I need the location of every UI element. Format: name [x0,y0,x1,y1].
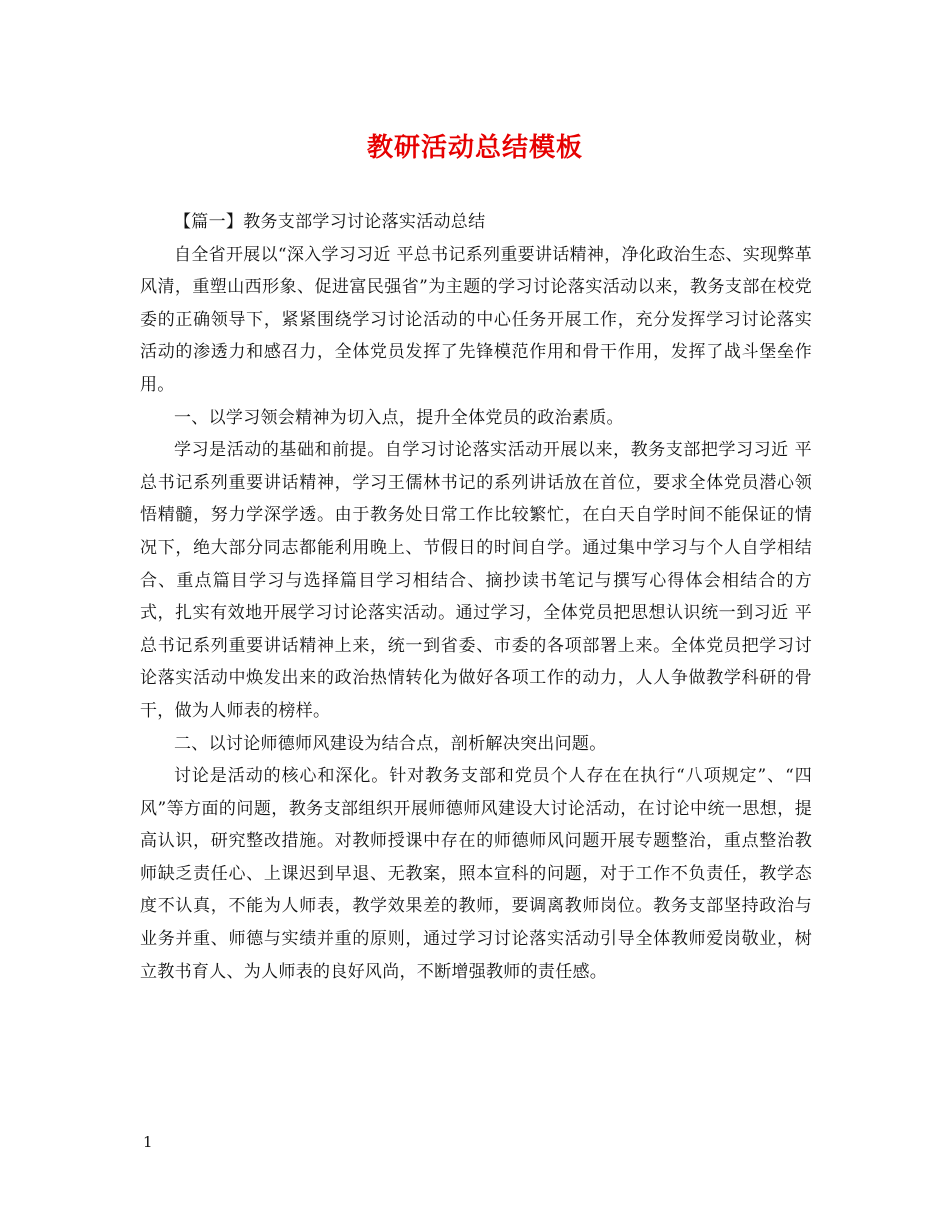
document-title: 教研活动总结模板 [366,133,583,163]
document-body [140,206,812,988]
body-paragraph: 自全省开展以“深入学习习近 平总书记系列重要讲话精神，净化政治生态、实现弊革风清，重塑山西形象、促进富民强省”为主题的学习讨论落实活动以来，教务支部在校党委的正确领导下，紧紧围绕学习讨论活动的中心任务开展工作，充分发挥学习讨论落实活动的渗透力和感召力，全体党员发挥了先锋模范作用和骨干作用，发挥了战斗堡垒作用。 [140,244,812,395]
body-paragraph: 讨论是活动的核心和深化。针对教务支部和党员个人存在在执行“八项规定”、“四风”等方面的问题，教务支部组织开展师德师风建设大讨论活动，在讨论中统一思想，提高认识，研究整改措施。对教师授课中存在的师德师风问题开展专题整治，重点整治教师缺乏责任心、上课迟到早退、无教案，照本宣科的问题，对于工作不负责任，教学态度不认真，不能为人师表，教学效果差的教师，要调离教师岗位。教务支部坚持政治与业务并重、师德与实绩并重的原则，通过学习讨论落实活动引导全体教师爱岗敬业，树立教书育人、为人师表的良好风尚，不断增强教师的责任感。 [140,766,812,982]
section-heading: 【篇一】教务支部学习讨论落实活动总结 [174,212,486,232]
page-number: 1 [143,1133,153,1151]
subsection-heading: 一、以学习领会精神为切入点，提升全体党员的政治素质。 [174,407,624,428]
body-paragraph: 学习是活动的基础和前提。自学习讨论落实活动开展以来，教务支部把学习习近 平总书记系列重要讲话精神，学习王儒林书记的系列讲话放在首位，要求全体党员潜心领悟精髓，努力学深学透。由于教务处日常工作比较繁忙，在白天自学时间不能保证的情况下，绝大部分同志都能利用晚上、节假日的时间自学。通过集中学习与个人自学相结合、重点篇目学习与选择篇目学习相结合、摘抄读书笔记与撰写心得体会相结合的方式，扎实有效地开展学习讨论落实活动。通过学习，全体党员把思想认识统一到习近 平总书记系列重要讲话精神上来，统一到省委、市委的各项部署上来。全体党员把学习讨论落实活动中焕发出来的政治热情转化为做好各项工作的动力，人人争做教学科研的骨干，做为人师表的榜样。 [140,440,812,721]
subsection-heading: 二、以讨论师德师风建设为结合点，剖析解决突出问题。 [174,733,607,754]
